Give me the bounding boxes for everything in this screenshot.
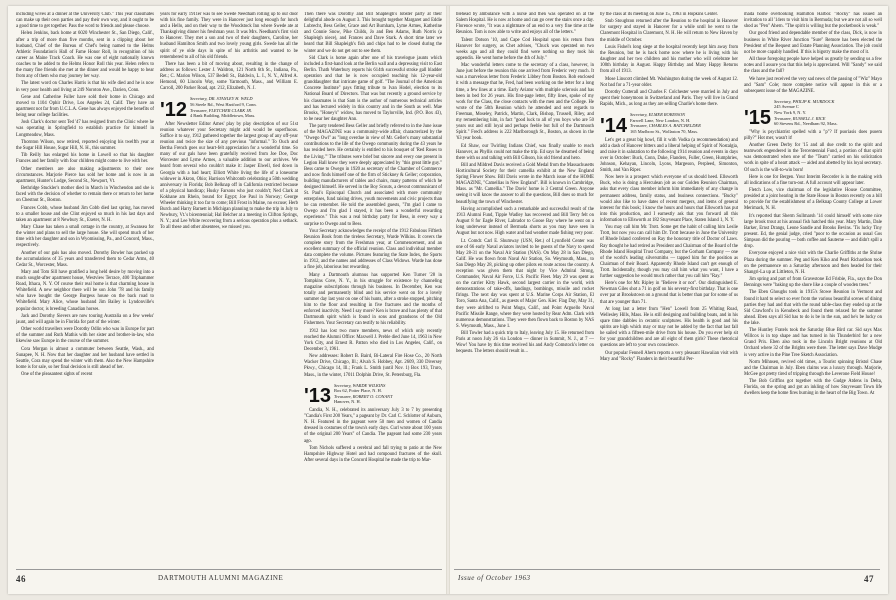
paragraph: After Newsletter Editor Ames' play by play description of our 51st reunion whatever your Secretary might add would be superfluous. Suffice it to say, 1912 gathered together the largest group of any off-year reunion and twice the size of any previous "informal." To Ouch and Bertha French goes our heart-felt appreciation for a wonderful time. So many of our gals have been gratefully received from Joe Doe, Doc Worcester and Lyme Armes, a valuable addition to our archives. We heard from several who couldn't make it: Jasper Elwell, tied down in Georgia with a bad heart; Elliott White living the life of a lonesome widower in Akron, Ohio; Harrison Whitcomb celebrating a 50th wedding anniversary in Florida; Bob Belknap off in California restricted because of a physical handicap; Husky Farsons who just couldn't; Ned Clark at Kokhane am Rhein, bound for Egypt; Joe Paul in Norway; George Wheeler thinking it too far to come; Bill Frost in Maine, no excuse; Herb Burch and Harry Barnett in Michigan planning to make the trip in July to Newbury, Vt.'s bicentennial; Hal Belcher at a meeting in Clifton Springs, N. Y.; and Lee White recovering from a serious operation plus a setback. To all these and other absentees, we missed you. [160, 121, 298, 231]
paragraph: Tib Reilly has enlarged his home in Lowell so that his daughter Frances and her family with four children might come to live with her. [16, 153, 154, 165]
paragraph: New addresses: Robert B. Baird, Bi-Lateral Fire Hose Co., 20 North Wacker Drive, Chicago, Ill.; Alvah S. Hobbey, Apt. 2609, 330 Diversey Pkwy., Chicago 14, Ill.; Frank L. Smith (until Nov. 1) Box 193, Truro, Mass., in the winter, 17011 Dolphin Drive, St. Petersburg, Fla. [304, 354, 442, 378]
paragraph: Everyone enjoyed a nice visit with the Charlie Griffiths at the Shrine Plaza during the summer. Peg and Ken Kiko and Pearl Richardson took on the permanence on a Saturday afternoon and then headed for their Shangri-La up at Littleton, N. H. [744, 251, 882, 275]
paragraph: Ed Shaw, our Twirling Indians Chief, was finally unable to reach Hanover, as Phyllis could not make the trip. Ed says he dreamed of being there with us and talking with Bill Gibson, his old friend and hero. [456, 143, 594, 161]
paragraph: Helen Jenkins, back home at 6020 Winchester St., San Diego, Calif., after a trip of more than five months, sent in a clipping about her husband, Chief of the Bureau of Chef's being named to the Helms Athletic Foundation's Hall of Fame Honor Roll, in recognition of his career as Maine Track Coach. He was one of eight nationally known coaches to be added to the Helms Honor Roll this year. Helen refers to the many fine friends she met at the dinner and would be happy to hear from any of them who may journey her way. [16, 31, 154, 80]
paragraph: The latest word on Charles Harris is that his wife died and he is now in very poor health and living at 249 Noroton Ave., Darien, Conn. [16, 81, 154, 93]
treasurer-line: Treasurer, FLETCHER CLARK JR. [190, 107, 253, 113]
right-column-3 [744, 12, 882, 568]
paragraph: You may call him Mr. Trott. Some get the habit of calling him Leslie Trott, but now you can call him Dr. Trott because in June the University of Rhode Island conferred on Ray the honorary title of Doctor of Laws. Ray thought he had retired as President and Chairman of the Board of the Rhode Island Hospital Trust Company, but the Gorham Company — one of the world's leading silversmiths — tapped him for the position as Chairman of their Board. Apparently Rhode Island can't get enough of Trott. Incidentally, though you may call him what you want, I have a further suggestion he would much rather that you call him "Ray." [600, 225, 738, 279]
paragraph: Now here is a prospect which everyone of us should heed. Ellsworth Buck, who is doing a Herculean job as our Golden Reunion Chairman, asks that every class member inform him immediately of any change in permanent address, family status, and business connections. "Bucky" would also like to have dates of recent mergers, and items of general interest for this book; I know the hours and hours that Ellsworth has put into this production, and I earnestly ask that you forward all this information to Ellsworth at 182 Stuyvesant Place, Staten Island 1, N. Y. [600, 175, 738, 223]
secretary-line: Secretary, DR. STANLEY H. WELD [190, 96, 253, 102]
left-footer-rule [16, 569, 442, 570]
paragraph: We have just received the very sad news of the passing of "Wiz" Mayo and "Sam" Cole; more complete notice will appear in this or a subsequent issue of the MAGAZINE. [744, 76, 882, 94]
paragraph: Jack and Dorothy Sievers are now touring Australia on a few weeks' jaunt, and will again be in Florida for part of the winter. [16, 313, 154, 325]
right-column-1 [456, 12, 594, 568]
secretary-address: Box 62, Potter Place, N. H. [334, 388, 382, 394]
class-heading-1912 [160, 96, 298, 121]
left-column-2 [160, 12, 298, 568]
paragraph: Gene and Catherine Fuller have sold their home in Chicago and moved to 1104 Ophir Drive, Los Angeles 24, Calif. They have an apartment not far from U.C.L.A. Gene has always enjoyed the benefits of being near college facilities. [16, 94, 154, 119]
magazine-spread [8, 6, 888, 594]
paragraph: Frances Cobb, whose husband Jim Cobb died last spring, has moved to a smaller house and she Clint enjoyed so much in his last days and taken an apartment at 8 Newbury St., Exeter, N. H. [16, 205, 154, 223]
treasurer-line: Treasurer, ROBERT O. CONANT [334, 393, 393, 399]
class-year: '15 [744, 106, 772, 129]
paragraph: Dorothy Cutterall and Charles F. Colchester were married in July and spent their honeymoon in Switzerland and Paris. They will live in Grand Rapids, Mich., as long as they are selling Charlie's home there. [600, 89, 738, 108]
paragraph: blehead by ambulance with a nurse and then was operated on at the Salem Hospital. He is now at home and can go over the stairs once a day. Florence wrote, "It was a nightmare of an end to a very fine time at the Reunion. Tom is now able to write and enjoys all of the letters." [456, 12, 594, 36]
paragraph: Our good friend and dependable member of the class, Dick, is now in business in White River Junction "Sure" Remore has been elected the President of the Bequest and Estate Planning Association. The job could not be more capably handled. If this is bigotry make the most of it. [744, 31, 882, 55]
secretary-line: Secretary, ELMER ROBINSON [630, 112, 686, 118]
paragraph: All those foregoing people have helped us greatly by sending us a few notes and I assure you that this help is appreciated. Will "Sandy" we said the class and the fall? [744, 57, 882, 75]
paragraph: The Huntley Fratels took the Saturday Blue Bird car. Sid says Max Willcox is in top shape and has turned in his Thunderbird for a new Grand Prix. Eben also took in the Lincoln Bright reunions at Old Orchard where 32 of the Brights were there. The letter says Dave Mudge is very active in the Pine Tree Sketch Association. [744, 328, 882, 358]
paragraph: Bill and Mildred Davis received a Gold Medal from the Massachusetts Horticultural Society for their camellia exhibit at the New England Spring Flower Show. Bill Davis wrote in the March issue of the HOME MAGAZINE, "Camellias in New England". Bill is known in Cambridge, Mass. as "Mr. Camellia." The Davis' home is 3 Central Green. Anyone seeing it will know the answer to all the questions, Bill does so much for beautifying the town of Winchester. [456, 163, 594, 205]
class-year: '14 [600, 114, 628, 137]
class-year: '13 [304, 385, 332, 408]
class-heading-1915 [744, 99, 882, 127]
right-column-2 [600, 12, 738, 568]
paragraph: Other members are also making adjustments to their new circumstances. Marjorie Pierce has sold her home and is now in an apartment, Hunter's Lodge, Second St., Newport, Vt. [16, 166, 154, 184]
right-footer-rule [454, 569, 880, 570]
treasurer-address: 4 Bank Building, Middletown, Mass. [190, 113, 256, 119]
paragraph: Mose Linscott climbed Mt. Washington during the week of August 12. Not bad for a 71-year older. [600, 76, 738, 88]
page-gutter [446, 6, 450, 594]
paragraph: Having accomplished such a remarkable and successful result of the 1913 Alumni Fund, Tippie Wadley has recovered and Bill Terry felt on August 8 for Eagle River, Labrador to Goose Bay where he went on a long underwear instead of Bermuda shorts as you may have seen in August but not now. High water and bad weather made fishing very poor. [456, 206, 594, 237]
paragraph: Lt. Comdr. Carl E. Shumway (USN, Ret.) of Lynnfield Center was one of 66 early Naval aviators invited to be guests of the Navy to spend May 28-31 on the Naval Air Station (NAS). On May 28 in San Diego, Calif. He was flown from Naval Air Station, So. Weymouth, Mass., to San Diego May 28, picking up other pilots en route across the country. A reception was given them that night by Vice Admiral Strong, Commander, Naval Air Force, U.S. Pacific Fleet. May 29 was spent as on the carrier Kitty Hawk, second largest carrier in the world, with demonstrations of take-offs, landings, bombings, missile and rocket firings. The next day was spent at U.S. Marine Corps Air Station, El Toro, Santa Ana, Calif., as guests of Major Gen. Kier. Flag Day, May 31, they were airlifted to Point Mugu, Calif., and Point Arguello Naval Pacific Missile Range, where they were hosted by Rear Adm. Clark with numerous demonstrations. They were then flown back to Boston by NAS S. Weymouth, Mass., June 1. [456, 238, 594, 329]
paragraph: At long last a letter from "Hen" Lowell from 25 Whiting Road, Wellesley Hills, Mass. He is still designing and building boats, and in his spare time dabbles in ceramic sculptures. His health is good and his spirits are high which may or may not be added by the fact that last fall he sailed with a fifteen-mile drive from his house. Do you ever help sit for your grandchildren and are all eight of them girls? These rhetorical questions are left to your own conscience. [600, 306, 738, 349]
paragraph: One of the pleasantest sights of recent [21, 372, 93, 378]
paragraph: including wives at a dinner at the University Club." This year classmates can make up their own parties and pay their own way, and it ought to be a good time to get together. Pass the word to friends and please choose. [16, 12, 154, 30]
paragraph: Tom Nichols suffered a cerebral and fall trying to patio at the New Hampshire Highway Hotel and had compound fractures of the skull. After several days in the Concord Hospital he made the trip to Mar- [304, 445, 442, 463]
paragraph: Thornton Wilson, now retired, reported enjoying his twelfth year at the Sugar Hill House, Sugar Hill, N. H., this summer. [16, 139, 154, 151]
class-officers [190, 96, 257, 118]
paragraph: Mac wonderful letters come to the secretary of a class, however, in June just before the reunion this one arrived from Frederic very much. It was a marvelous letter from Frederic Libbey from Boston. Rob enclosed it with a message that he, Fred, had been working on the letter for a long time, a few lines at a time. Early Aviator with multiple sclerosis and has been in bed for 26 years. His first-page letter, fifty lines, spoke of my work for the Class, the close contacts with the men and the College. He wrote of the 50th Reunion which he attended and sent regards to Freeman, Moseley, Patrick, Martin, Clark, Bishop, Trussell, Riley, and my remembering him, in fact "good luck to all of you boys who are 50 years out and still loyal and perhaps feeble but full of the Dartmouth Spirit." Fred's address is 222 Marlborough St., Boston, as shown in the '63 year book. [456, 63, 594, 142]
paragraph: The party tendered Bess Geller and briefly referred to in the June issue of the MAGAZINE was a community-wide affair, characterized by the "Owego Owl" as "long overdue in view of Mr. Geller's many substantial contributions to the life of the Owego community during the 43 years he has resided here. He certainly is entitled to his bouquet of 'Red Roses to the Living.'" The tributes were brief but sincere and every one present in Legion Hall knew they were deeply appreciated by "this great little guy." Bess came to Owego in 1920 as secretary of the Chamber of Commerce and now finds himself one of the firm of Stickney & Geller; corporation, building manufacturers of tables and chairs, many patterns of which he designed himself. He served in the Boy Scouts, a devout communicant of St. Paul's Episcopal Church and associated with more community enterprises, fund raising drives, youth movements and civic projects than he can remember. He told the assembled guests, "I'm glad I came to Owego and I'm glad I stayed, it has been a wonderful rewarding experience." This was a real birthday party for Bess, in every way a surprise to Owego and to Bess. [304, 124, 442, 227]
paragraph: Here's one for Mr. Ripley in "Believe it or not". Our distinguished E. Newman Giles shot a 71 in golf on his seventy-first birthday. That is one over par at Brookstown on a ground that is better than par for some of us that are younger than 71. [600, 281, 738, 305]
paragraph: years for early 1911er was to see Swede Needham rolling up to our door with his fine family. They were in Hanover just long enough for lunch and a Hello, and on their way to the Woodstock Inn where Swede ate at Thanksgiving dinner his freshman year. It was Mrs. Needham's first visit to Hanover. They met a son and two of their daughters, Caroline, her husband Hamilton Smith and two lovely young girls. Swede has all the spirit of ye olde days in spite of his arthritis and wanted to be remembered to all of his old friends. [160, 12, 298, 60]
paragraph: The Bob Griffins got together with the Gudge Atdens in Delta, Florida, on the spring and got an inkling of how Stuyvesant Town life dwellers keep the home fires burning in the heart of the Big Town. At [744, 379, 882, 397]
paragraph: Mary and Tom Sill have gratified a long held desire by moving into a much sought-after apartment house, Westview Terrace, 400 Triphammer Road, Ithaca, N. Y. Of course their real home is that charming house in Whitefield. A new neighbor there will be son John '78 and his family who have bought the George Burgess house on the back road to Whitefield. Mary Alice, whose husband Jim Bailey is Lyndonville's popular doctor, is breeding Canadian horses. [16, 270, 154, 312]
paragraph: Cora Morgan is almost a commuter between Seattle, Wash., and Sunapee, N. H. Now that her daughter and her husband have settled in Seattle, Cora may spend the winter with them. Also the New Hampshire home is for sale, so her final decision is still ahead of her. [16, 346, 154, 370]
paragraph: Stub Stoughton returned after the Reunion to the hospital in Hanover for surgery and stayed in Hanover for a while until he went to the Claremont Hospital in Claremont, N. H. He will return to New Haven by the middle of October. [600, 19, 738, 43]
class-officers [774, 99, 838, 127]
class-heading-1914 [600, 112, 738, 137]
paragraph: by the class at its meeting on June 15, 1963 in Hopkins Center. [600, 12, 718, 17]
magazine-title: DARTMOUTH ALUMNI MAGAZINE [158, 574, 284, 582]
paragraph: Our popular Fennell Ahern reports a very pleasant Hawaiian visit with Mary and "Rocky" Flanders in their beautiful Per- [600, 350, 738, 362]
paragraph: There has been a bit of moving about, resulting in the change of address as follows: Lester J. Waldron, 121 North 6th St., Indiana, Pa., Ret.; C. Marion Wilson, 537 Bedell St., Baldwin, L. I., N. Y., Alfred A. Hemond, 60 Lincoln Way, some Yarmouth, Mass., and William E. Carroll, 200 Parker Road, apt. 212, Elizabeth, N. J. [160, 61, 298, 92]
paragraph: Then there was Dorothy and Bill Shapleigh's lobster party at their delightful abode on August 3. This brought together Margaret and Eddie Lubrecht, Bess Geller, Grace and Art Burnham, Lyme Armes, Katherine and Connie Snow, Pike Childs, Jo and Ben Adams, Ruth Norris (a Shapleigh niece), and Frances and Dave Stark. A short time later we heard that Bill Shapleigh's fish and chips had to be closed during the winter and we do not get out to see them. [304, 12, 442, 54]
issue-footer: Issue of October 1963 [458, 574, 531, 582]
paragraph: Talent Dotson '10, and Cape Cod Hospital upon his return from Hanover for surgery, as Chet advises, "Chuck was operated on two weeks ago and all they could find were nothing so they took his appendix. He went home before the 4th of July." [456, 37, 594, 61]
secretary-address: 56 Steele Rd., West Hartford 9, Conn. [190, 102, 257, 107]
paragraph: Norm Mihnsen, revived old times, a Tourist spinning Bristol Chase and the Chairman in July. Eben claims was a luxury through. Marjorie, McGee got pretty tired of tripping through the Leverone Field House! [744, 359, 882, 377]
paragraph: Bill Towler had a quick trip to Italy, leaving July 15. He returned from Paris at noon July 26 via London — dinner in Summit, N. J., at 7 — Wow! You have by this time received his and Andy Comstock's letter on bequests. The letters should result in... [456, 331, 594, 355]
left-column-1 [16, 12, 154, 568]
paragraph: Other world travellers were Dorothy Odlin who was in Europe for part of the summer and Ruth Mathis with her sister and brother-in-law, who likewise saw Europe in the course of the summer. [16, 327, 154, 345]
paragraph: Bethridge Stuckler's mother died in March in Winchendon and she is faced with the decision of whether to remain there or return to her home on Chestnut St., Boston. [16, 186, 154, 204]
secretary-address: 245 Avenue C [774, 104, 799, 110]
treasurer-line: Treasurer, CHARLES A. BATCHELDER [630, 123, 701, 129]
treasurer-address: 165 Marlboro St., Wollaston 70, Mass. [630, 128, 699, 134]
paragraph: Fletch Low, vice chairman of the legislative House Committee, presided at a joint hearing in the State House in Boston recently on a bill to provide for the establishment of a Belknap County College at Lower Merimack, N. H. [744, 188, 882, 212]
paragraph: Let's get a great big howl, fill it with Vodka (a recommendation) and add a dash of Hanover bitters and a liberal helping of Spirit of Nostalgia, and raise it in salutation to the following 1914 reunion and events in days over in October: Buck, Conn, Duke, Flanders, Fuller, Green, Humphries, Johnson, Kehayan, Lincoln, Lyons, Margeson, Perpleed, Simonton, Smith, and Van Riper. [600, 137, 738, 173]
class-heading-1913 [304, 382, 442, 408]
paragraph: The Eben Ghoughs took in 1915's Stowe Reunion in Vermont and found it hard to select so ever from the various beautiful scenes of dining parties they had and that with the round table-class they ended up at the Sid Crawford's in Kenubeck and found them relaxed for the summer ahead. Eben says all Sid has to do is be in the sun, and he's be lucky on the lake. [744, 290, 882, 326]
paragraph: It's reported that Sherm Sullmarsh '14 could himself with some nice large brook trout at his annual fish hatched this year. Mary Martin, Dale Barker, Ernst Drangs, Leone Sandle and Brooks Bevins. 'Tis lucky Tiny present. Ed, the genial judge, cried "poor to the occasion as usual Gos Simpson did the pouring — both coffee and Sauterne — and didn't spill a drop. [744, 213, 882, 250]
secretary-line: Secretary, PHILIP K. MURDOCK [774, 98, 835, 104]
class-officers [334, 383, 393, 405]
secretary-line: Secretary, WARDE WILKINS [334, 382, 386, 388]
paragraph: 1912 has lost two more members, news of which only recently reached the Alumni Office: Maxwell J. Preble died June 14, 1963 in New York City, and Ernest R. Patton who died in Los Angeles, Calif., on December 3, 1961. [304, 328, 442, 352]
treasurer-line: Treasurer, RUSSELL J. RICE [774, 115, 826, 121]
paragraph: Mary Chase has taken a small cottage in the country, at Swansea for the winter and plans to sell the large house. She will spend much of her time with her daughter and son in Wyomissing, Pa., and Concord, Mass., respectively. [16, 224, 154, 249]
treasurer-address: 60 Stevens Rd., Needham 92, Mass. [774, 121, 838, 127]
class-year: '12 [160, 98, 188, 121]
paragraph: Louis Fishel's long siege at the hospital recently kept him away from the Reunion, but he is back home now where he is living with his daughter and her two children and his mother who will celebrate her 100th birthday in August. Happy Birthday and Many Happy Returns from all of 1913. [600, 44, 738, 75]
paragraph: Your Secretary acknowledges the receipt of the 1912 Fabulous Fiftieth Reunion Book from the tireless Secretary, Warde Wilkins. It covers the complete story from the Freshman year, at Commencement, and an excellent summary of the official reunion. Class and individual member data complete the volume. Pictures featuring the State Index, the Sports in 1912, and the names and addresses of Class Widows. Warde has done a fine job, laborious but rewarding. [304, 228, 442, 271]
paragraph: "Why is psychiatrist spelled with a "p"? If psoriasis does psoem pilly?" Hot mer, wasn't it! [744, 129, 882, 141]
class-officers [630, 112, 701, 134]
paragraph: Another of our gals has also moved. Dorothy Bowler has packed up the accumulations of 35 years and transferred them to Cedar Arms, 40 Cedar St., Worcester, Mass. [16, 250, 154, 268]
paragraph: Josh Clark's doctor sent Ted '47 has resigned from the Clinic where he was operating in Springfield to establish practice for himself in Longmeadow, Mass. [16, 120, 154, 138]
left-column-3 [304, 12, 442, 568]
paragraph: Sid Clark is home again after one of his travelogue jaunts which included a first-hand look at the Berlin wall and a depressing visit to East Berlin. Thath Waterbury reports his 614th successful stroke gall bladder operation and that he is now occupied teaching his 12-year-old granddaughter that intricate game of golf. "The Journal of the American Concrete Institute" pays fitting tribute to Ivan Hodel, election to its National Board of Directors. That was but recently a ground service by his classmates is that Sam is the author of numerous technical articles and has lectured widely in this country and in the South as well. Mae Brooks, "Honey's" widow, has moved to Taylorville, Ind. (P.O. Box 43), to be near her daughter Ann. [304, 55, 442, 122]
paragraph: Another Green Derby for '15 and all due credit to the spirit and teamwork engendered in the Tercentennial Fund, a portion of that spirit was demonstrated when one of the "Team" carried on his solicitation work in spite of a heart attack — aided and abetted by his loyal secretary. Of such is the will-to-win born! [744, 143, 882, 173]
left-page-number: 46 [16, 574, 26, 584]
paragraph: Jim spring and part of from Gravestone Ed Frisbie, Fla., says the Don Bennings were "baking up the shore like a couple of wooden trees." [744, 277, 882, 289]
paragraph: Many a Dartmouth alumnus has supported Ken Turner '28 in Tompkins Cove, N. Y., in his struggle for existence by channeling magazine subscriptions through his business. In December, Ken was totally and permanently blind and his service went on for a lovely summer day last year on one of his hunts, after a stroke stopped, pitching him to the floor and resulting in five fractures and the months of enforced inactivity. Need I say more? Ken is brave and has plenty of that Dartmouth spirit which is found in sons and grandsons of the Old Fishermen. Your Secretary can testify to his reliability. [304, 272, 442, 327]
secretary-address: Farwell Lane, New London, N. H. [630, 117, 691, 123]
secretary-address-2: New York 9, N. Y. [774, 109, 807, 115]
paragraph: Here is one for Bergen. Your Interim Recorder is in the making with all indications of a fine turn-out. A full account will appear later. [744, 174, 882, 186]
paragraph: Candia, N. H., celebrated its anniversary July 3 to 7 by presenting "Candia's First 200 Years," a pageant by Dr. Carl C. Schlotter of Auburn, N. H. Featured in the pageant were 50 men and women of Candia dressed in costumes of the town's early days. Curl wrote about 100 years of the original 200 Years" of Candia. The pageant had some 230 years ago. [304, 408, 442, 444]
paragraph: mada home overlooking Hamilton Harbor. "Rocky" has issued an invitation to all '14ers to visit him in Bermuda; but we are not all so well shod as "Pen" Ahern. "The spirit is willing but the pocketbook is weak." [744, 12, 882, 30]
treasurer-address: Hanover, N. H. [334, 399, 361, 405]
right-page-number: 47 [864, 574, 874, 584]
